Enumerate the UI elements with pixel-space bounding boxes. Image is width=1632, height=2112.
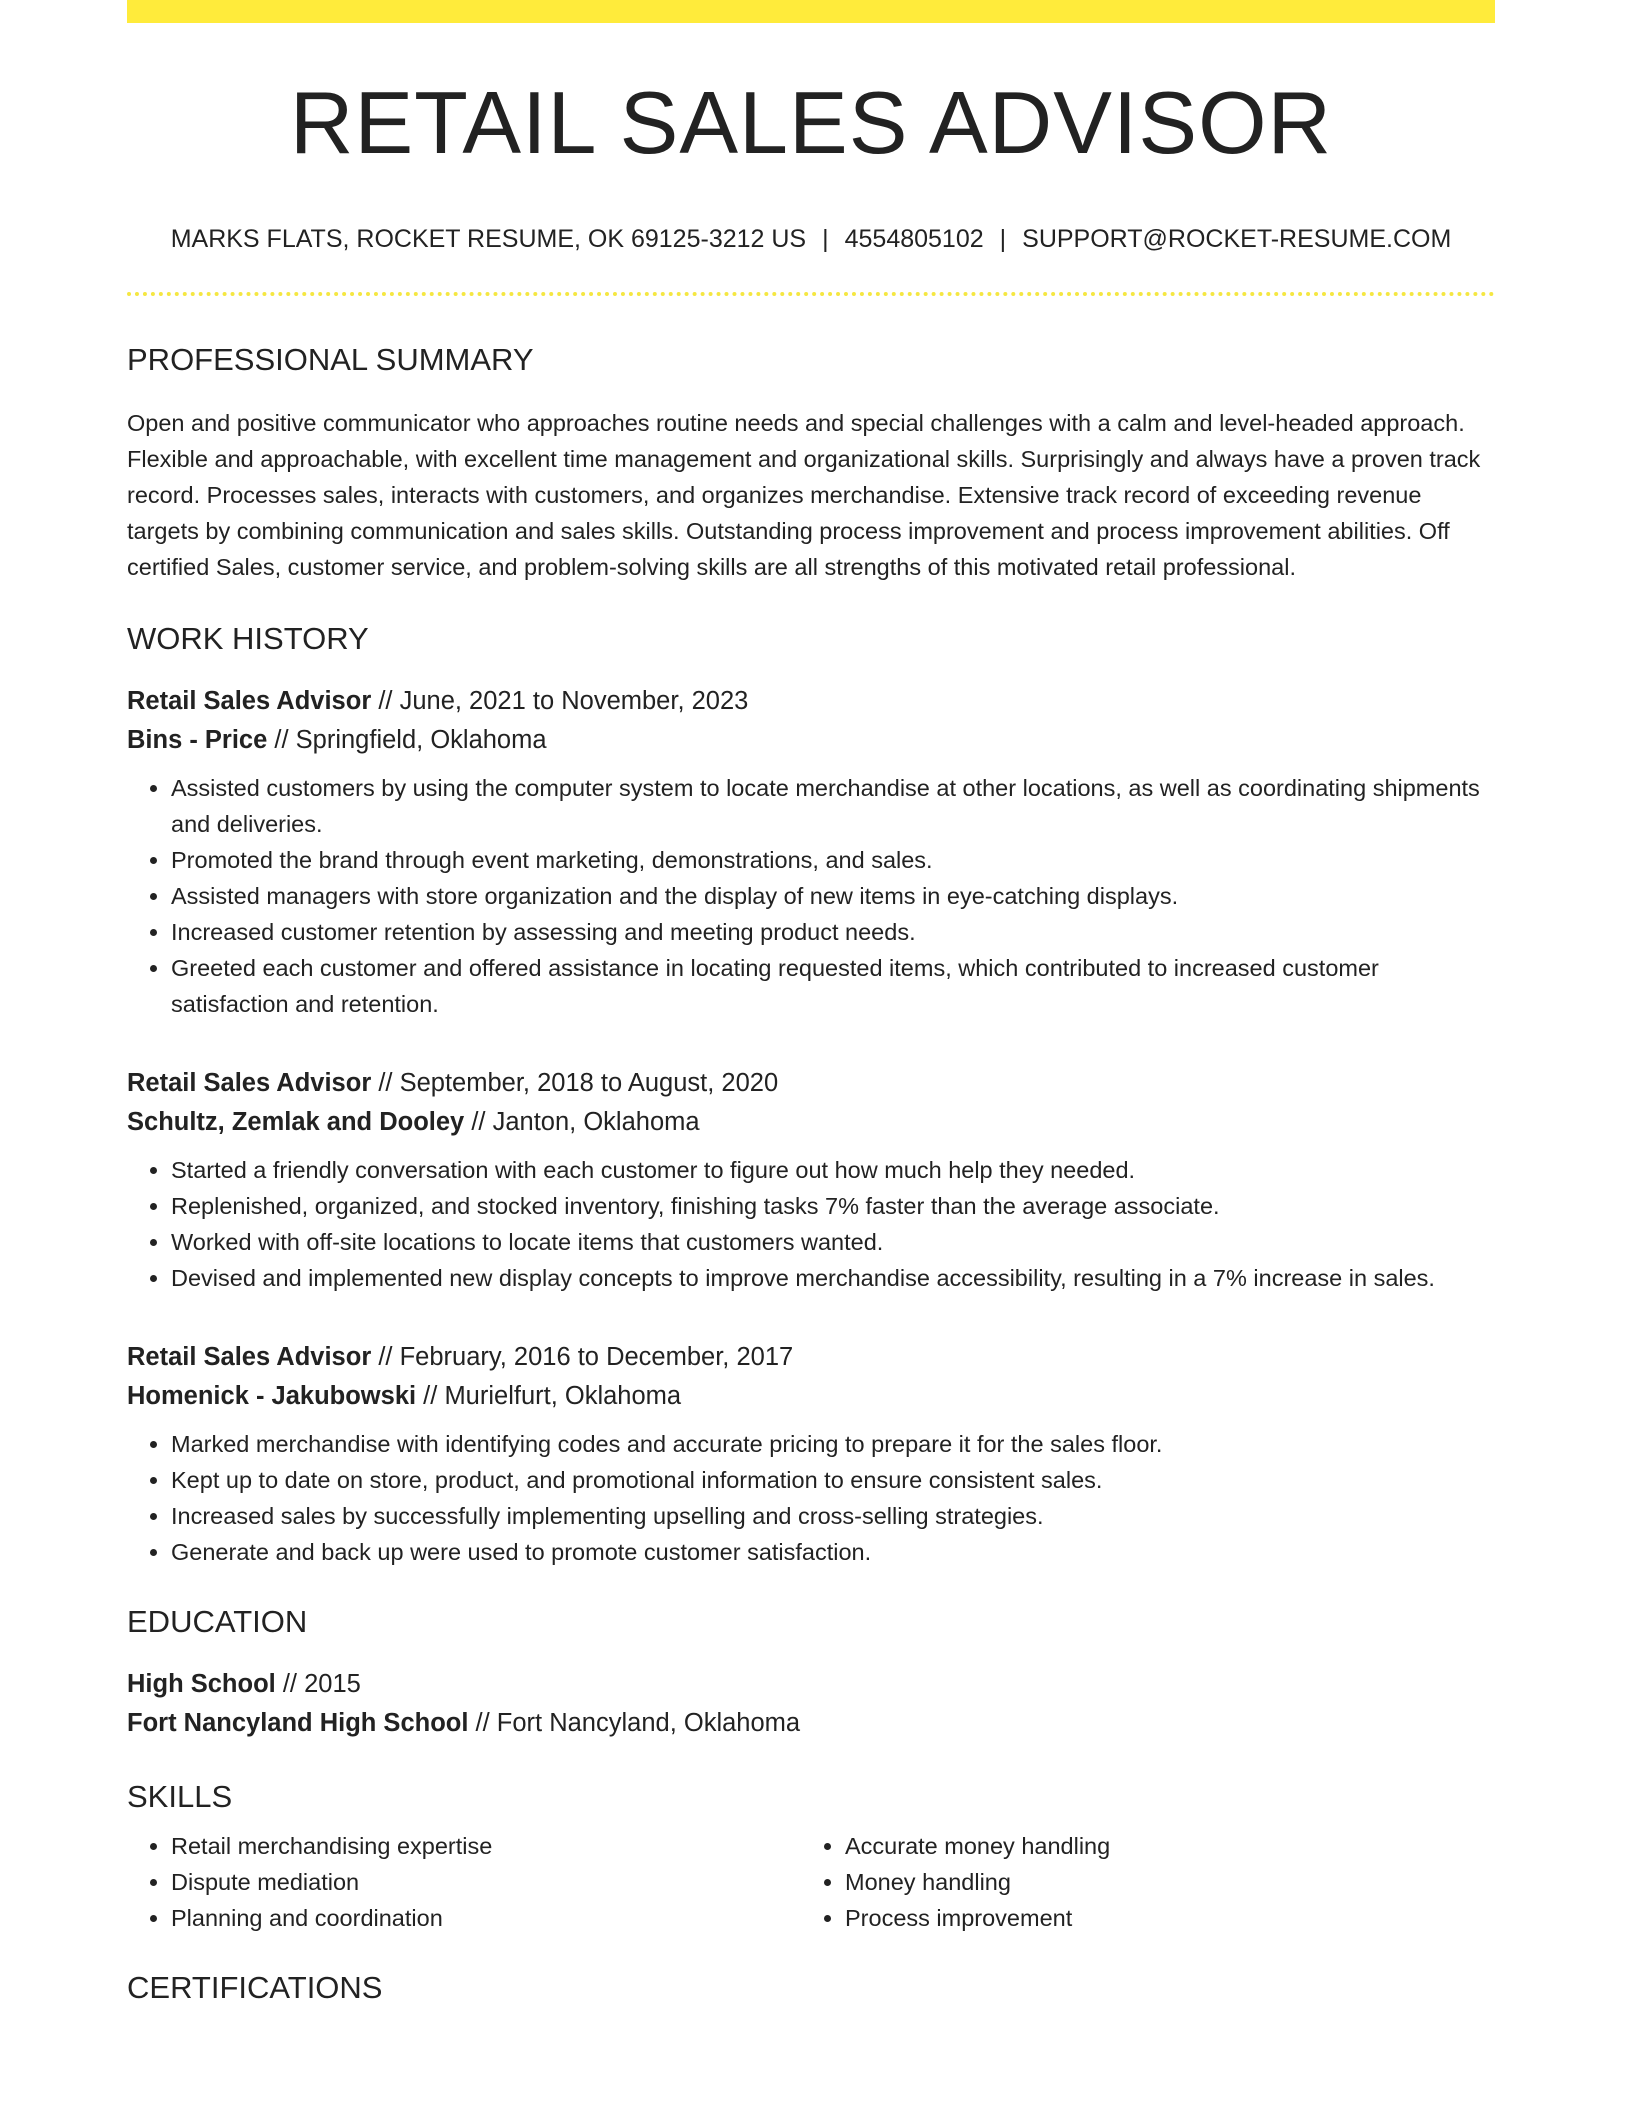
- resume-title: RETAIL SALES ADVISOR: [289, 73, 1333, 172]
- job-bullet: • Generate and back up were used to promote customer satisfaction.: [171, 1534, 1495, 1570]
- job-separator: //: [371, 687, 400, 715]
- accent-bar: [127, 0, 1495, 23]
- job-company-line: [127, 1377, 1495, 1416]
- header-divider: [127, 292, 1495, 296]
- skill-item: • Dispute mediation: [171, 1864, 801, 1900]
- education-school: Fort Nancyland High School: [127, 1709, 469, 1737]
- job-location: Janton, Oklahoma: [492, 1108, 700, 1136]
- job-bullet: • Greeted each customer and offered assistance in locating requested items, which contributed to increased customer satisfaction and retention.: [171, 950, 1495, 1022]
- education-separator: //: [275, 1670, 305, 1698]
- job-bullet: • Promoted the brand through event marketing, demonstrations, and sales.: [171, 842, 1495, 878]
- education-location: Fort Nancyland, Oklahoma: [496, 1709, 801, 1737]
- job-company-line: [127, 1103, 1495, 1142]
- job-dates: February, 2016 to December, 2017: [399, 1343, 794, 1371]
- contact-email: SUPPORT@ROCKET-RESUME.COM: [1022, 225, 1452, 253]
- skill-item: • Planning and coordination: [171, 1900, 801, 1936]
- job-separator: //: [464, 1108, 493, 1136]
- job-bullets: [127, 1426, 1495, 1570]
- contact-separator: |: [822, 225, 829, 253]
- job-entry: [127, 682, 1495, 1022]
- section-title-certifications: CERTIFICATIONS: [127, 1970, 383, 2005]
- education-degree: High School: [127, 1670, 276, 1698]
- job-bullet: • Replenished, organized, and stocked inventory, finishing tasks 7% faster than the average associate.: [171, 1188, 1495, 1224]
- contact-phone: 4554805102: [844, 225, 984, 253]
- job-company: Homenick - Jakubowski: [127, 1382, 417, 1410]
- job-bullet: • Started a friendly conversation with each customer to figure out how much help they needed.: [171, 1152, 1495, 1188]
- job-entry: [127, 1064, 1495, 1296]
- job-bullet: • Marked merchandise with identifying codes and accurate pricing to prepare it for the sales floor.: [171, 1426, 1495, 1462]
- job-title-line: [127, 1064, 1495, 1103]
- job-dates: September, 2018 to August, 2020: [399, 1069, 779, 1097]
- job-separator: //: [371, 1343, 400, 1371]
- job-company-line: [127, 721, 1495, 760]
- education-school-line: [127, 1704, 1495, 1743]
- section-title-work-history: WORK HISTORY: [127, 621, 369, 656]
- job-separator: //: [371, 1069, 400, 1097]
- job-bullets: [127, 770, 1495, 1022]
- job-bullet: • Assisted customers by using the computer system to locate merchandise at other locations, as well as coordinating shipments and deliveries.: [171, 770, 1495, 842]
- job-separator: //: [267, 726, 296, 754]
- education-year: 2015: [304, 1670, 361, 1698]
- job-role: Retail Sales Advisor: [127, 1069, 372, 1097]
- job-title-line: [127, 1338, 1495, 1377]
- section-title-skills: SKILLS: [127, 1779, 233, 1814]
- summary-text: Open and positive communicator who approaches routine needs and special challenges with a calm and level-headed approach. Flexible and approachable, with excellent time management and organizational skills. Surprisingly and always have a proven track record. Processes sales, interacts with customers, and organizes merchandise. Extensive track record of exceeding revenue targets by combining communication and sales skills. Outstanding process improvement and process improvement abilities. Off certified Sales, customer service, and problem-solving skills are all strengths of this motivated retail professional.: [127, 410, 1481, 580]
- skills-column-left: [127, 1828, 801, 1936]
- job-bullet: • Increased customer retention by assessing and meeting product needs.: [171, 914, 1495, 950]
- contact-address: MARKS FLATS, ROCKET RESUME, OK 69125-3212 US: [170, 225, 807, 253]
- job-entry: [127, 1338, 1495, 1570]
- work-history-list: [127, 682, 1495, 1570]
- skill-item: • Accurate money handling: [845, 1828, 1475, 1864]
- education-degree-line: [127, 1665, 1495, 1704]
- section-title-education: EDUCATION: [127, 1604, 308, 1639]
- job-role: Retail Sales Advisor: [127, 687, 372, 715]
- job-bullet: • Assisted managers with store organization and the display of new items in eye-catching displays.: [171, 878, 1495, 914]
- job-bullets: [127, 1152, 1495, 1296]
- job-separator: //: [416, 1382, 445, 1410]
- job-title-line: [127, 682, 1495, 721]
- job-bullet: • Kept up to date on store, product, and promotional information to ensure consistent sales.: [171, 1462, 1495, 1498]
- skills-column-right: [801, 1828, 1475, 1936]
- skill-item: • Process improvement: [845, 1900, 1475, 1936]
- section-title-summary: PROFESSIONAL SUMMARY: [127, 342, 534, 377]
- contact-separator: |: [999, 225, 1007, 253]
- job-location: Murielfurt, Oklahoma: [444, 1382, 682, 1410]
- education-separator: //: [468, 1709, 497, 1737]
- job-role: Retail Sales Advisor: [127, 1343, 372, 1371]
- job-location: Springfield, Oklahoma: [295, 726, 547, 754]
- job-company: Bins - Price: [127, 726, 268, 754]
- contact-line: [127, 227, 1495, 252]
- education-entry: [127, 1665, 1495, 1743]
- job-company: Schultz, Zemlak and Dooley: [127, 1108, 465, 1136]
- resume-page: [127, 0, 1495, 2003]
- skill-item: • Money handling: [845, 1864, 1475, 1900]
- job-bullet: • Devised and implemented new display concepts to improve merchandise accessibility, resulting in a 7% increase in sales.: [171, 1260, 1495, 1296]
- job-dates: June, 2021 to November, 2023: [399, 687, 749, 715]
- skills-grid: [127, 1828, 1495, 1936]
- skill-item: • Retail merchandising expertise: [171, 1828, 801, 1864]
- job-bullet: • Worked with off-site locations to locate items that customers wanted.: [171, 1224, 1495, 1260]
- job-bullet: • Increased sales by successfully implementing upselling and cross-selling strategies.: [171, 1498, 1495, 1534]
